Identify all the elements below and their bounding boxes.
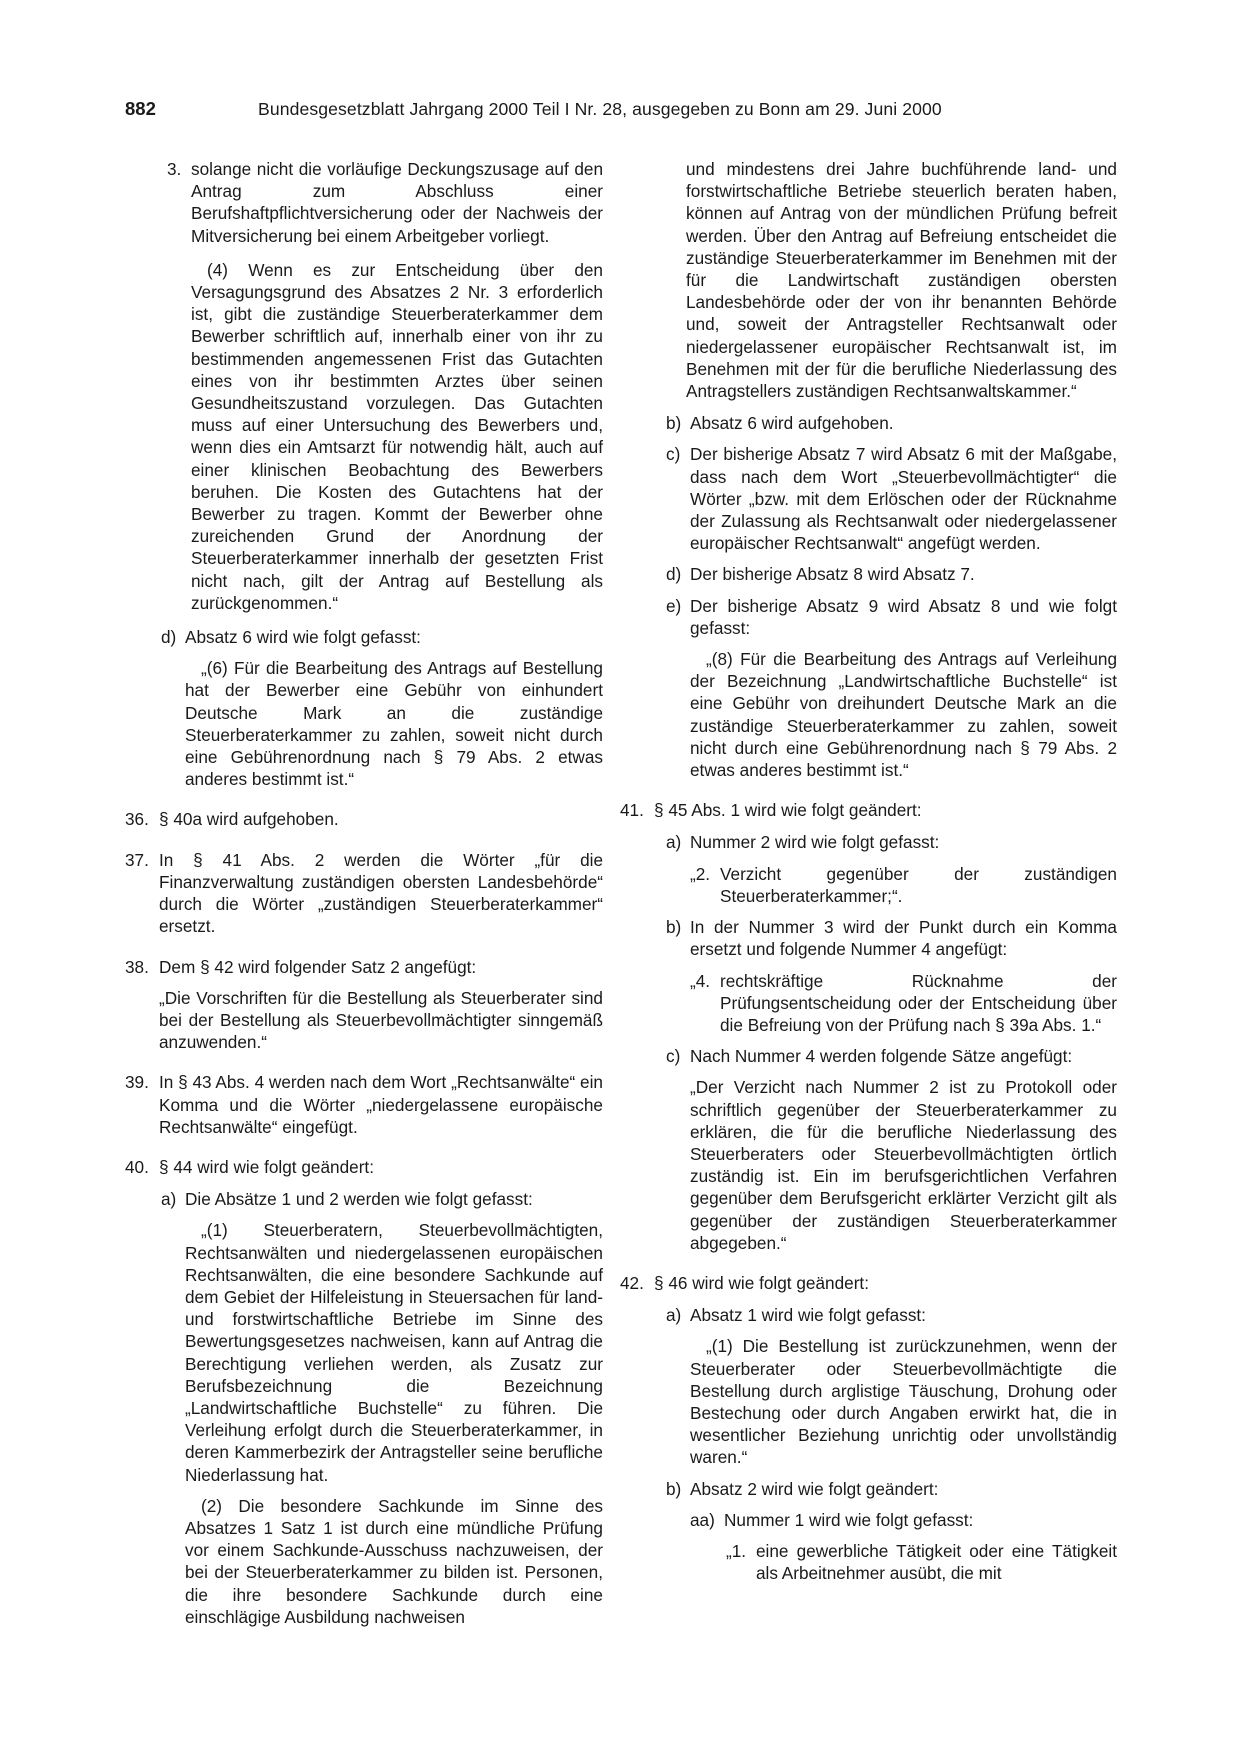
- item-label: „4.: [690, 970, 711, 991]
- item-label: d): [161, 627, 177, 648]
- page-header: [0, 98, 1240, 124]
- list-item: [666, 831, 1117, 853]
- item-text: Der bisherige Absatz 7 wird Absatz 6 mit der Maßgabe, dass nach dem Wort „Steuerbevollmächtigter“ die Wörter „bzw. mit dem Erlöschen oder der Rücknahme der Zulassung als Rechtsanwalt oder niedergelassener europäischer Rechtsanwalt“ angefügt werden.: [690, 444, 1117, 554]
- item-label: d): [666, 564, 682, 585]
- item-text: Verzicht gegenüber der zuständigen Steuerberaterkammer;“.: [720, 863, 1117, 906]
- item-text: In § 43 Abs. 4 werden nach dem Wort „Rechtsanwälte“ ein Komma und die Wörter „niedergelassene europäische Rechtsanwälte“ eingefügt.: [159, 1072, 603, 1137]
- item-text: Absatz 6 wird aufgehoben.: [690, 413, 894, 434]
- item-text: § 44 wird wie folgt geändert:: [159, 1156, 374, 1177]
- list-item: [666, 563, 1117, 585]
- list-item: [161, 1188, 603, 1210]
- item-text: eine gewerbliche Tätigkeit oder eine Tätigkeit als Arbeitnehmer ausübt, die mit: [756, 1540, 1117, 1584]
- list-item: [690, 1509, 1117, 1531]
- list-item: [666, 1304, 1117, 1326]
- quote-text: „Der Verzicht nach Nummer 2 ist zu Protokoll oder schriftlich gegenüber der Steuerberaterkammer zu erklären, die für die berufliche Niederlassung des Steuerberaters oder Steuerbevollmächtigten örtlich zuständig ist. Ein im berufsgerichtlichen Verfahren gegenüber dem Berufsgericht erklärter Verzicht gilt als gegenüber der zuständigen Steuerberaterkammer abgegeben.“: [690, 1077, 1117, 1253]
- item-label: aa): [690, 1509, 715, 1530]
- list-item: [167, 158, 603, 247]
- quote-text: „(6) Für die Bearbeitung des Antrags auf Bestellung hat der Bewerber eine Gebühr von einhundert Deutsche Mark an die zuständige Steuerberaterkammer zu zahlen, soweit nicht durch eine Gebührenordnung nach § 79 Abs. 2 etwas anderes bestimmt ist.“: [185, 658, 603, 790]
- item-text: Der bisherige Absatz 9 wird Absatz 8 und wie folgt gefasst:: [690, 595, 1117, 638]
- quote-text: „Die Vorschriften für die Bestellung als Steuerberater sind bei der Bestellung als Steuerbevollmächtigter sinngemäß anzuwenden.“: [159, 987, 603, 1053]
- quote-item: [690, 970, 1117, 1037]
- quote-block: [185, 1219, 603, 1628]
- item-number: 41.: [620, 800, 644, 821]
- quote-text: „(8) Für die Bearbeitung des Antrags auf Verleihung der Bezeichnung „Landwirtschaftliche Buchstelle“ ist eine Gebühr von dreihundert Deutsche Mark an die zuständige Steuerberaterkammer zu zahlen, soweit nicht durch eine Gebührenordnung nach § 79 Abs. 2 etwas anderes bestimmt ist.“: [690, 649, 1117, 781]
- item-label: a): [666, 1305, 682, 1326]
- item-label: „2.: [690, 863, 711, 884]
- quote-block: [690, 1076, 1117, 1254]
- quote-text: und mindestens drei Jahre buchführende land- und forstwirtschaftliche Betriebe steuerlich beraten haben, können auf Antrag von der mündlichen Prüfung befreit werden. Über den Antrag auf Befreiung entscheidet die zuständige Steuerberaterkammer im Benehmen mit der für die Landwirtschaft zuständigen obersten Landesbehörde oder der von ihr benannten Behörde und, soweit der Antragsteller Rechtsanwalt oder niedergelassener europäischer Rechtsanwalt ist, im Benehmen mit der für die berufliche Niederlassung des Antragstellers zuständigen Rechtsanwaltskammer.“: [686, 159, 1117, 402]
- item-text: Die Absätze 1 und 2 werden wie folgt gefasst:: [185, 1189, 533, 1210]
- item-label: b): [666, 917, 682, 938]
- list-item: [161, 626, 603, 648]
- item-number: 40.: [125, 1156, 149, 1177]
- item-number: 42.: [620, 1272, 644, 1293]
- quote-text: „(1) Die Bestellung ist zurückzunehmen, wenn der Steuerberater oder Steuerbevollmächtigte die Bestellung durch arglistige Täuschung, Drohung oder Bestechung oder durch Angaben erwirkt hat, die in wesentlicher Beziehung unrichtig oder unvollständig waren.“: [690, 1336, 1117, 1468]
- quote-item: [726, 1540, 1117, 1584]
- right-column: [620, 158, 1117, 1593]
- left-column: [125, 158, 603, 1637]
- quote-item: [690, 863, 1117, 907]
- item-text: rechtskräftige Rücknahme der Prüfungsentscheidung oder der Entscheidung über die Befreiung von der Prüfung nach § 39a Abs. 1.“: [720, 970, 1117, 1035]
- item-label: c): [666, 444, 681, 465]
- page-number: 882: [125, 98, 156, 119]
- item-text: § 40a wird aufgehoben.: [159, 809, 339, 830]
- header-title: Bundesgesetzblatt Jahrgang 2000 Teil I Nr. 28, ausgegeben zu Bonn am 29. Juni 2000: [258, 99, 942, 119]
- item-label: b): [666, 1478, 682, 1499]
- list-item: [125, 1156, 603, 1178]
- item-label: a): [666, 832, 682, 853]
- list-item: [125, 808, 603, 830]
- item-text: In der Nummer 3 wird der Punkt durch ein Komma ersetzt und folgende Nummer 4 angefügt:: [690, 917, 1117, 960]
- list-item: [666, 443, 1117, 554]
- list-item: [620, 1272, 1117, 1294]
- item-text: Nummer 1 wird wie folgt gefasst:: [724, 1509, 974, 1530]
- list-item: [666, 916, 1117, 960]
- quote-block: [185, 657, 603, 790]
- list-item: [125, 849, 603, 938]
- item-text: solange nicht die vorläufige Deckungszusage auf den Antrag zum Abschluss einer Berufshaftpflichtversicherung oder der Nachweis der Mitversicherung bei einem Arbeitgeber vorliegt.: [191, 159, 603, 246]
- quote-block: [690, 1335, 1117, 1468]
- item-label: e): [666, 595, 682, 616]
- quote-text: (2) Die besondere Sachkunde im Sinne des Absatzes 1 Satz 1 ist durch eine mündliche Prüfung vor einem Sachkunde-Ausschuss nachzuweisen, der bei der Steuerberaterkammer zu bilden ist. Personen, die ihre besondere Sachkunde durch eine einschlägige Ausbildung nachweisen: [185, 1495, 603, 1627]
- list-item: [666, 1478, 1117, 1500]
- list-item: [125, 1071, 603, 1138]
- item-text: In § 41 Abs. 2 werden die Wörter „für die Finanzverwaltung zuständigen obersten Landesbehörde“ durch die Wörter „zuständigen Steuerberaterkammer“ ersetzt.: [159, 849, 603, 937]
- list-item: [125, 956, 603, 1054]
- paragraph: [191, 259, 603, 614]
- item-text: § 45 Abs. 1 wird wie folgt geändert:: [654, 800, 922, 821]
- paragraph-text: (4) Wenn es zur Entscheidung über den Versagungsgrund des Absatzes 2 Nr. 3 erforderlich ist, gibt die zuständige Steuerberaterkammer dem Bewerber schriftlich auf, innerhalb einer von ihr zu bestimmenden angemessenen Frist das Gutachten eines von ihr bestimmten Arztes über seinen Gesundheitszustand vorzulegen. Das Gutachten muss auf einer Untersuchung des Bewerbers und, wenn dies ein Amtsarzt für notwendig hält, auch auf einer klinischen Beobachtung des Bewerbers beruhen. Die Kosten des Gutachtens hat der Bewerber zu tragen. Kommt der Bewerber ohne zureichenden Grund der Anordnung der Steuerberaterkammer innerhalb der gesetzten Frist nicht nach, gilt der Antrag auf Bestellung als zurückgenommen.“: [191, 259, 603, 613]
- item-text: Absatz 6 wird wie folgt gefasst:: [185, 627, 421, 648]
- quote-text: „(1) Steuerberatern, Steuerbevollmächtigten, Rechtsanwälten und niedergelassenen europäischen Rechtsanwälten, die eine besondere Sachkunde auf dem Gebiet der Hilfeleistung in Steuersachen für land- und forstwirtschaftliche Betriebe im Sinne des Bewertungsgesetzes nachweisen, kann auf Antrag die Berechtigung verliehen werden, als Zusatz zur Berufsbezeichnung die Bezeichnung „Landwirtschaftliche Buchstelle“ zu führen. Die Verleihung erfolgt durch die Steuerberaterkammer, in deren Kammerbezirk der Antragsteller seine berufliche Niederlassung hat.: [185, 1220, 603, 1485]
- item-text: Nach Nummer 4 werden folgende Sätze angefügt:: [690, 1046, 1073, 1067]
- quote-block: [686, 158, 1117, 402]
- item-label: b): [666, 413, 682, 434]
- item-label: c): [666, 1046, 681, 1067]
- list-item: [620, 799, 1117, 821]
- item-text: Absatz 2 wird wie folgt geändert:: [690, 1478, 939, 1499]
- list-item: [666, 595, 1117, 639]
- item-text: Der bisherige Absatz 8 wird Absatz 7.: [690, 564, 975, 585]
- item-number: 38.: [125, 956, 149, 977]
- item-text: Absatz 1 wird wie folgt gefasst:: [690, 1305, 926, 1326]
- item-number: 39.: [125, 1072, 149, 1093]
- item-label: a): [161, 1189, 177, 1210]
- item-text: Nummer 2 wird wie folgt gefasst:: [690, 832, 940, 853]
- item-number: 36.: [125, 809, 149, 830]
- list-item: [666, 1045, 1117, 1067]
- item-label: „1.: [726, 1540, 747, 1561]
- item-text: § 46 wird wie folgt geändert:: [654, 1272, 869, 1293]
- item-number: 37.: [125, 849, 149, 870]
- item-label: 3.: [167, 159, 182, 179]
- item-text: Dem § 42 wird folgender Satz 2 angefügt:: [159, 956, 477, 977]
- list-item: [666, 412, 1117, 434]
- quote-block: [690, 648, 1117, 781]
